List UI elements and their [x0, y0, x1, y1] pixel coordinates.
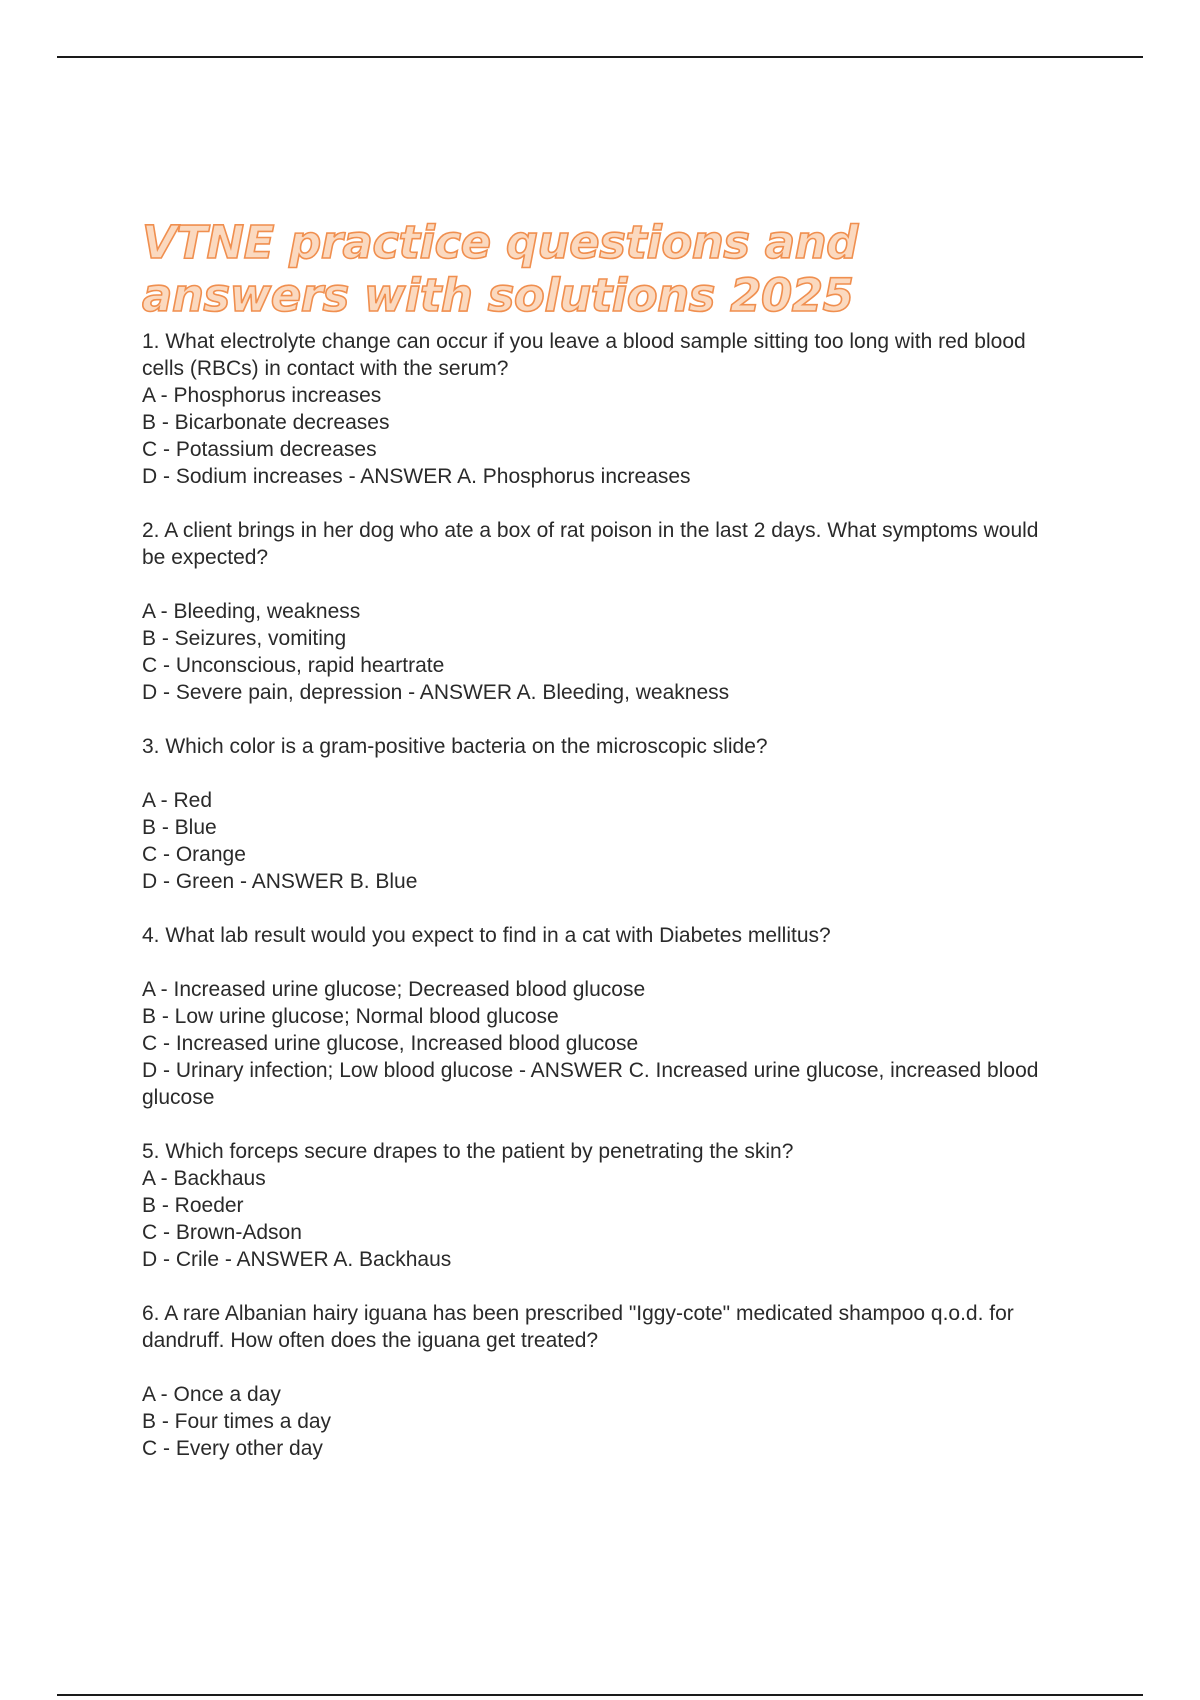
question-text: 1. What electrolyte change can occur if you leave a blood sample sitting too long with red blood cells (RBCs) in contact with the serum? [142, 330, 1026, 380]
answer-option: A - Increased urine glucose; Decreased blood glucose [142, 978, 646, 1001]
answer-option: B - Seizures, vomiting [142, 627, 347, 650]
spacer [142, 571, 1062, 598]
spacer [142, 706, 1062, 733]
question-text: 3. Which color is a gram-positive bacteria on the microscopic slide? [142, 735, 768, 758]
answer-option: C - Potassium decreases [142, 438, 377, 461]
answer-option: C - Orange [142, 843, 246, 866]
question-block [142, 733, 1062, 895]
spacer [142, 895, 1062, 922]
answer-option: A - Backhaus [142, 1167, 266, 1190]
answer-option: D - Severe pain, depression - ANSWER A. Bleeding, weakness [142, 681, 730, 704]
question-block [142, 922, 1062, 1111]
bottom-divider [57, 1694, 1143, 1696]
question-text: 4. What lab result would you expect to find in a cat with Diabetes mellitus? [142, 924, 831, 947]
document-title: VTNE practice questions and answers with solutions 2025 [142, 216, 858, 322]
answer-option: C - Increased urine glucose, Increased blood glucose [142, 1032, 639, 1055]
spacer [142, 1354, 1062, 1381]
answer-option: B - Four times a day [142, 1410, 332, 1433]
spacer [142, 490, 1062, 517]
answer-option: B - Blue [142, 816, 217, 839]
spacer [142, 949, 1062, 976]
answer-option: A - Once a day [142, 1383, 281, 1406]
answer-option: B - Roeder [142, 1194, 244, 1217]
answer-option: C - Every other day [142, 1437, 323, 1460]
question-block [142, 517, 1062, 706]
spacer [142, 760, 1062, 787]
top-divider [57, 56, 1143, 58]
answer-option: D - Urinary infection; Low blood glucose - ANSWER C. Increased urine glucose, increased blood glucose [142, 1059, 1039, 1109]
spacer [142, 1111, 1062, 1138]
answer-option: A - Phosphorus increases [142, 384, 382, 407]
answer-option: D - Crile - ANSWER A. Backhaus [142, 1248, 452, 1271]
answer-option: A - Bleeding, weakness [142, 600, 361, 623]
answer-option: C - Unconscious, rapid heartrate [142, 654, 445, 677]
answer-option: B - Low urine glucose; Normal blood glucose [142, 1005, 559, 1028]
answer-option: D - Sodium increases - ANSWER A. Phosphorus increases [142, 465, 691, 488]
answer-option: A - Red [142, 789, 213, 812]
question-block [142, 1138, 1062, 1273]
question-block [142, 1300, 1062, 1462]
spacer [142, 1273, 1062, 1300]
question-text: 2. A client brings in her dog who ate a box of rat poison in the last 2 days. What symptoms would be expected? [142, 519, 1039, 569]
answer-option: C - Brown-Adson [142, 1221, 302, 1244]
question-text: 6. A rare Albanian hairy iguana has been prescribed "Iggy-cote" medicated shampoo q.o.d. for dandruff. How often does the iguana get treated? [142, 1302, 1014, 1352]
question-block [142, 328, 1062, 490]
answer-option: D - Green - ANSWER B. Blue [142, 870, 418, 893]
answer-option: B - Bicarbonate decreases [142, 411, 390, 434]
document-body [142, 216, 1062, 1462]
question-text: 5. Which forceps secure drapes to the patient by penetrating the skin? [142, 1140, 794, 1163]
